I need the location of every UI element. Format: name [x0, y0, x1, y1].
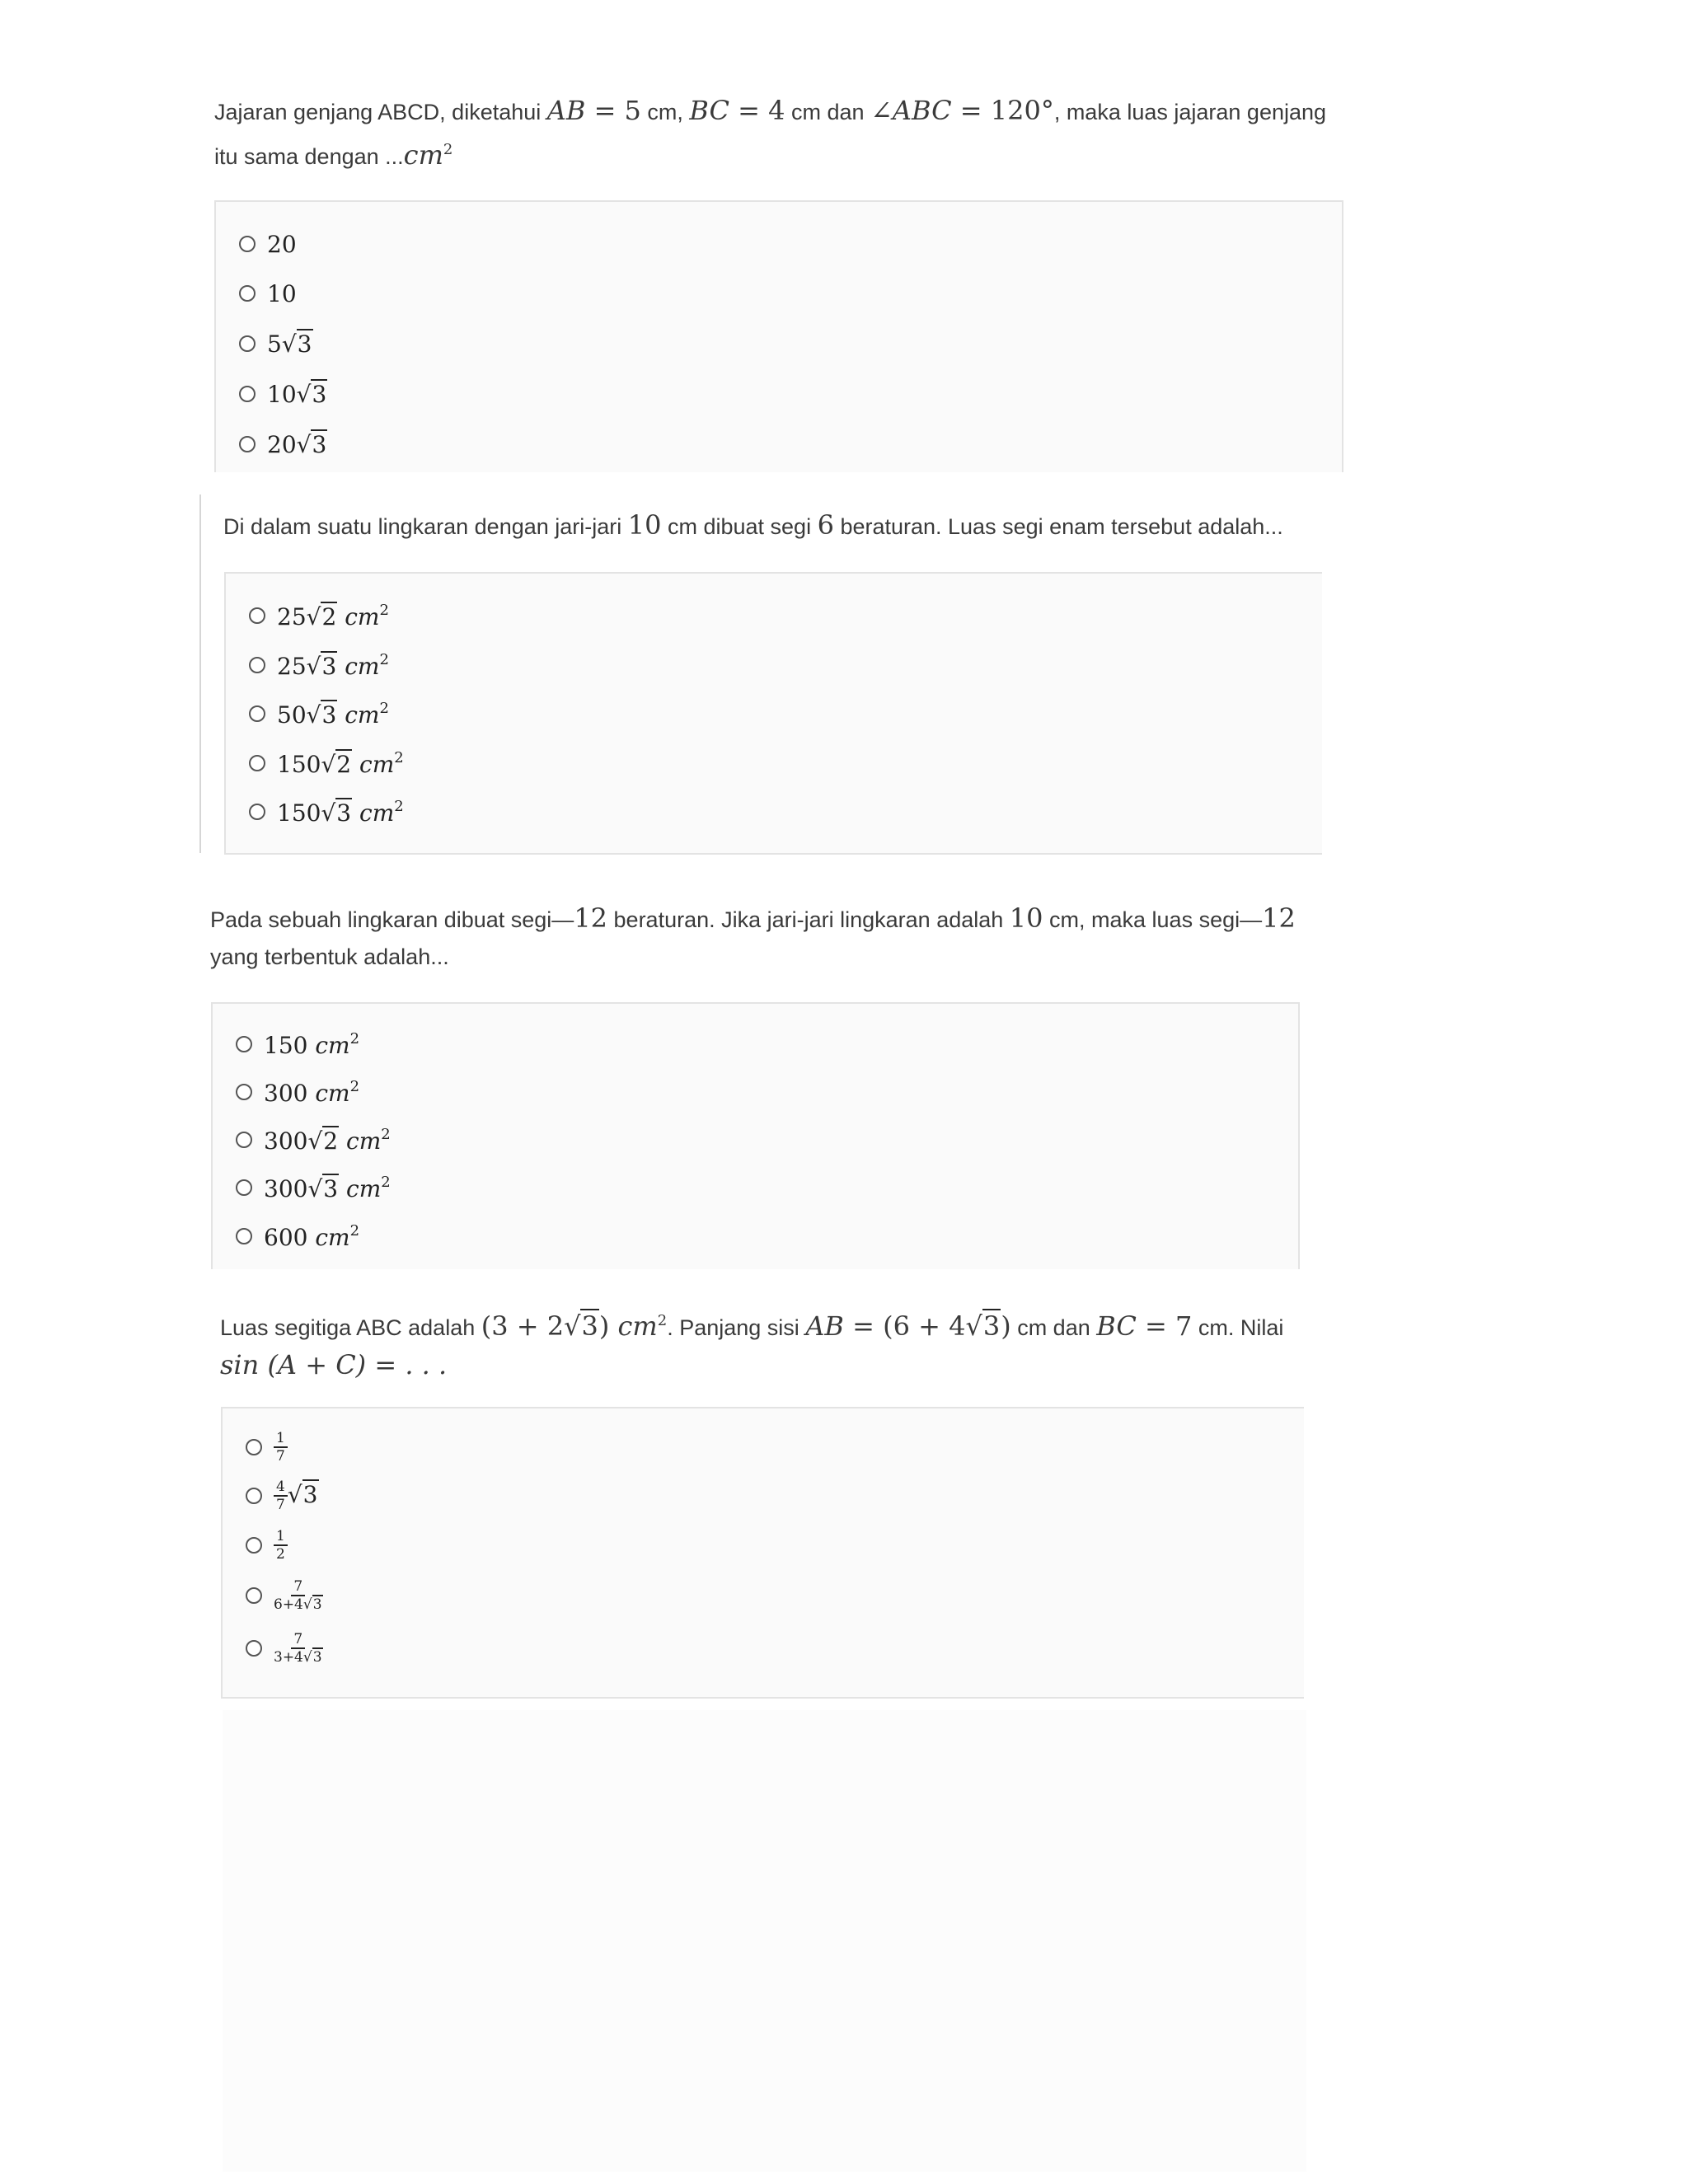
question-3-text: Pada sebuah lingkaran dibuat segi—12 beraturan. Jika jari-jari lingkaran adalah 10 cm, maka luas segi—12 yang terbentuk adalah...: [210, 902, 1296, 969]
radio-button[interactable]: [236, 1036, 252, 1052]
question-4-options: [221, 1407, 1304, 1699]
option-label: $\frac{7}{3+4√3}$: [274, 1631, 322, 1666]
radio-button[interactable]: [236, 1179, 252, 1196]
radio-button[interactable]: [246, 1587, 262, 1604]
option-label: 10√3: [267, 380, 327, 408]
option-label: 10: [267, 279, 297, 307]
option-label: 300√3 $cm^2$: [264, 1173, 391, 1202]
question-1-text: Jajaran genjang ABCD, diketahui AB = 5 cm, BC = 4 cm dan ∠ABC = 120°, maka luas jajaran genjang itu sama dengan $...cm^2$: [214, 95, 1327, 171]
question-2-options: [224, 572, 1322, 855]
question-3-options: [211, 1002, 1300, 1269]
option-label: 600 $cm^2$: [264, 1221, 360, 1251]
radio-button[interactable]: [239, 285, 256, 302]
question-2-text: Di dalam suatu lingkaran dengan jari-jari 10 cm dibuat segi 6 beraturan. Luas segi enam tersebut adalah...: [223, 509, 1283, 541]
option-label: 150√3 $cm^2$: [277, 797, 404, 827]
radio-button[interactable]: [249, 804, 265, 820]
option[interactable]: [249, 596, 389, 635]
option[interactable]: [246, 1629, 323, 1668]
question-4-text: Luas segitiga ABC adalah (3 + 2√3) $cm^2$. Panjang sisi AB = (6 + 4√3) cm dan BC = 7 cm. Nilai sin (A + C) = . . .: [220, 1310, 1284, 1380]
option[interactable]: [236, 1072, 359, 1112]
question-1-options: [214, 200, 1343, 472]
option[interactable]: [246, 1576, 323, 1615]
radio-button[interactable]: [236, 1084, 252, 1100]
option[interactable]: [236, 1024, 359, 1064]
radio-button[interactable]: [236, 1228, 252, 1244]
option-label: 5√3: [267, 330, 312, 358]
radio-button[interactable]: [239, 236, 256, 252]
radio-button[interactable]: [246, 1640, 262, 1657]
radio-button[interactable]: [239, 335, 256, 352]
option[interactable]: [249, 645, 389, 685]
option-label: $\frac{1}{2}$: [274, 1528, 288, 1563]
option[interactable]: [239, 274, 297, 313]
option[interactable]: [246, 1476, 319, 1516]
option[interactable]: [249, 694, 389, 733]
radio-button[interactable]: [236, 1132, 252, 1148]
blank-page-area: [223, 1710, 1306, 2172]
option-label: 150√2 $cm^2$: [277, 748, 404, 778]
option[interactable]: [236, 1168, 391, 1207]
option[interactable]: [239, 324, 313, 363]
option[interactable]: [249, 743, 404, 783]
option[interactable]: [246, 1427, 288, 1467]
question-2: [223, 507, 1344, 546]
option-label: 50√3 $cm^2$: [277, 699, 389, 729]
option[interactable]: [239, 224, 297, 264]
option-label: 300 $cm^2$: [264, 1077, 360, 1107]
option[interactable]: [236, 1216, 359, 1256]
radio-button[interactable]: [246, 1537, 262, 1554]
option-label: 20: [267, 230, 297, 258]
option-label: $\frac{1}{7}$: [274, 1430, 288, 1465]
question-divider-rule: [199, 494, 201, 853]
radio-button[interactable]: [239, 386, 256, 402]
radio-button[interactable]: [239, 436, 256, 452]
radio-button[interactable]: [246, 1439, 262, 1455]
option-label: 300√2 $cm^2$: [264, 1125, 391, 1155]
option-label: $\frac{4}{7}$ √3: [274, 1479, 319, 1513]
option-label: 25√3 $cm^2$: [277, 650, 389, 680]
radio-button[interactable]: [249, 755, 265, 771]
option-label: 20√3: [267, 430, 327, 458]
option[interactable]: [236, 1120, 391, 1160]
radio-button[interactable]: [246, 1488, 262, 1504]
question-1: [214, 92, 1352, 176]
option-label: 25√2 $cm^2$: [277, 601, 389, 630]
option-label: 150 $cm^2$: [264, 1029, 360, 1059]
radio-button[interactable]: [249, 657, 265, 673]
option[interactable]: [246, 1526, 288, 1565]
radio-button[interactable]: [249, 705, 265, 722]
option[interactable]: [239, 374, 327, 414]
option-label: $\frac{7}{6+4√3}$: [274, 1578, 322, 1613]
question-3: [210, 900, 1348, 976]
radio-button[interactable]: [249, 607, 265, 624]
option[interactable]: [239, 424, 327, 464]
question-4: [220, 1302, 1357, 1385]
option[interactable]: [249, 792, 404, 832]
